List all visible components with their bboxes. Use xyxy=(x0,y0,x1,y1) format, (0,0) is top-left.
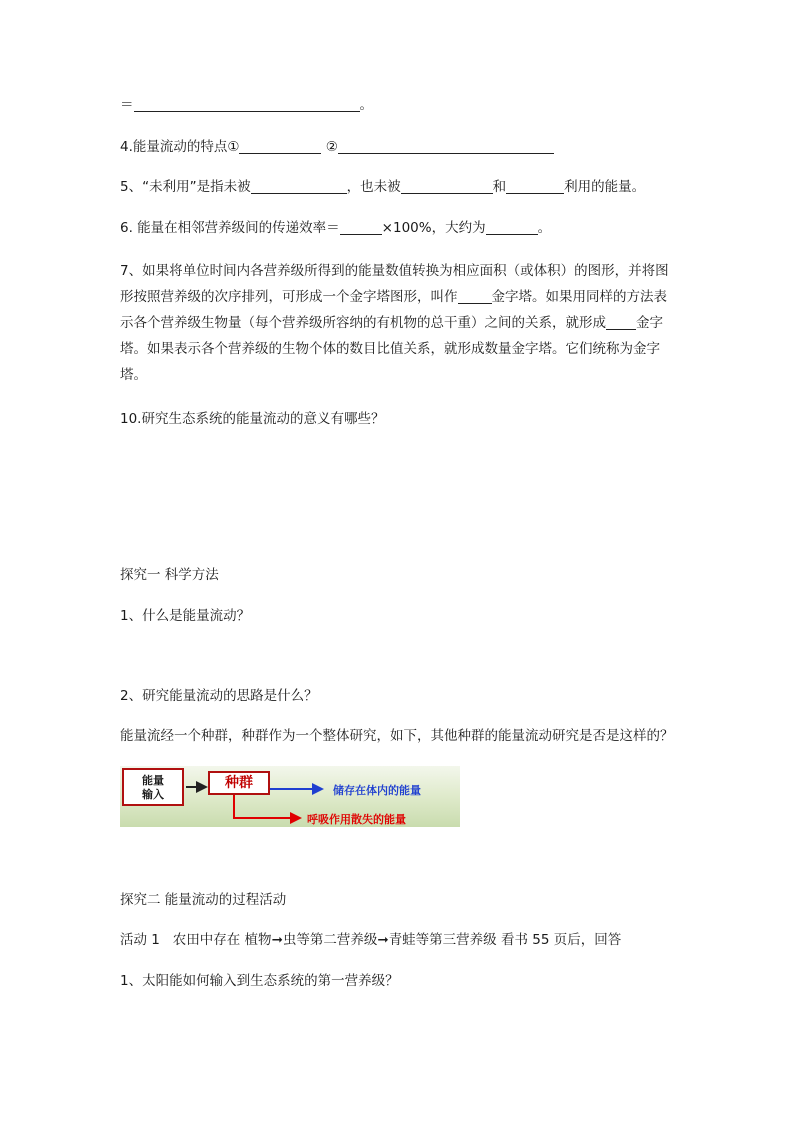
energy-input-label-1: 能量 xyxy=(142,774,164,787)
question-4-text: 4.能量流动的特点① xyxy=(120,139,240,155)
explore-2-question-1: 1、太阳能如何输入到生态系统的第一营养级？ xyxy=(120,973,399,989)
question-5-text-a: 5、“未利用”是指未被 xyxy=(120,179,251,195)
question-4 xyxy=(120,138,554,156)
population-box: 种群 xyxy=(208,771,270,795)
blank-field-2[interactable] xyxy=(486,220,538,235)
question-7-text-b: 金字塔。如果用同样的方法表示各个营养级生物量（每个营养级所容纳的有机物的总干重）之间的关系，就形成 xyxy=(120,289,667,331)
explore-1-title: 探究一 科学方法 xyxy=(120,567,219,583)
activity-1 xyxy=(120,931,621,949)
question-5 xyxy=(120,178,645,196)
question-6-text-b: ×100%，大约为 xyxy=(381,220,486,236)
arrow-icon: ➞ xyxy=(271,932,283,948)
stored-energy-label: 储存在体内的能量 xyxy=(333,784,421,797)
blank-field-3[interactable] xyxy=(506,179,564,194)
blank-field[interactable] xyxy=(134,97,360,112)
activity-label: 活动 1 xyxy=(120,932,160,948)
question-6-text-c: 。 xyxy=(537,220,552,236)
question-5-text-d: 利用的能量。 xyxy=(564,179,646,195)
blank-field-1[interactable] xyxy=(251,179,347,194)
respiration-arrow xyxy=(234,795,300,818)
activity-text-c: 青蛙等第三营养级 看书 55 页后，回答 xyxy=(388,932,622,948)
circle-2: ② xyxy=(325,139,338,155)
blank-field-2[interactable] xyxy=(401,179,493,194)
blank-field-1[interactable] xyxy=(458,289,492,304)
question-6 xyxy=(120,219,551,237)
question-6-text-a: 6. 能量在相邻营养级间的传递效率＝ xyxy=(120,220,340,236)
answer-line-1 xyxy=(120,96,373,114)
arrow-icon: ➞ xyxy=(377,932,389,948)
question-7-text-c: 金字塔。如果表示各个营养级的生物个体的数目比值关系，就形成数量金字塔。它们统称为金字塔。 xyxy=(120,315,663,383)
energy-flow-diagram xyxy=(120,766,460,827)
blank-field-2[interactable] xyxy=(338,139,554,154)
activity-text-a: 农田中存在 植物 xyxy=(172,932,272,948)
respiration-loss-label: 呼吸作用散失的能量 xyxy=(307,813,406,826)
explore-2-title: 探究二 能量流动的过程活动 xyxy=(120,892,287,908)
period: 。 xyxy=(359,97,373,113)
equals-sign: ＝ xyxy=(120,97,134,113)
question-10: 10.研究生态系统的能量流动的意义有哪些？ xyxy=(120,411,385,427)
question-7 xyxy=(120,258,676,388)
question-5-text-c: 和 xyxy=(492,179,507,195)
explore-1-statement: 能量流经一个种群，种群作为一个整体研究，如下，其他种群的能量流动研究是否是这样的？ xyxy=(120,728,674,744)
blank-field-1[interactable] xyxy=(340,220,382,235)
explore-1-question-1: 1、什么是能量流动？ xyxy=(120,608,251,624)
question-7-text-a: 7、如果将单位时间内各营养级所得到的能量数值转换为相应面积（或体积）的图形，并将图形按照营养级的次序排列，可形成一个金字塔图形，叫作 xyxy=(120,263,669,305)
question-5-text-b: ，也未被 xyxy=(346,179,401,195)
activity-text-b: 虫等第二营养级 xyxy=(282,932,378,948)
explore-1-question-2: 2、研究能量流动的思路是什么？ xyxy=(120,688,318,704)
blank-field-2[interactable] xyxy=(606,315,636,330)
energy-input-label-2: 输入 xyxy=(142,788,164,801)
blank-field-1[interactable] xyxy=(239,139,321,154)
